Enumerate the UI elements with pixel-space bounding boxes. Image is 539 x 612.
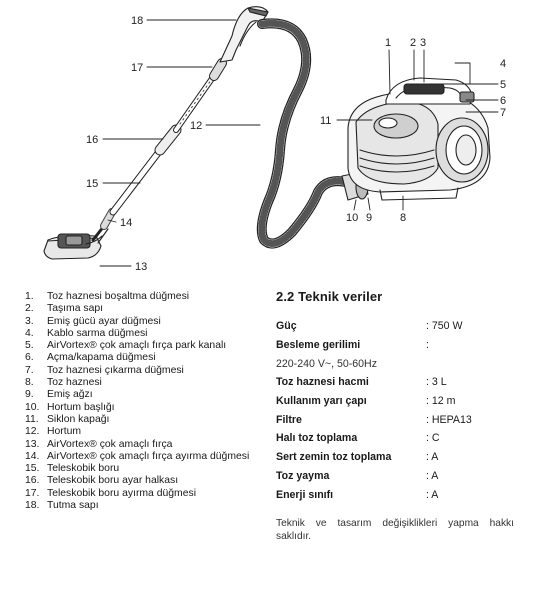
list-item: 11. Siklon kapağı: [25, 413, 110, 425]
callout-5: 5: [500, 79, 507, 91]
list-item: 5. AirVortex® çok amaçlı fırça park kanalı: [25, 340, 227, 352]
vacuum-body-drawing: [348, 78, 490, 200]
spec-row: Toz haznesi hacmi : 3 L: [276, 376, 447, 389]
vacuum-cleaner-diagram: [0, 0, 539, 285]
parts-list: [25, 291, 249, 512]
list-item: 3. Emiş gücü ayar düğmesi: [25, 315, 161, 327]
floor-brush-drawing: [44, 226, 108, 259]
callout-12: 12: [190, 120, 203, 132]
callout-11: 11: [320, 115, 332, 127]
callout-9: 9: [366, 212, 373, 224]
telescopic-tube-drawing: [104, 63, 222, 226]
list-item: 6. Açma/kapama düğmesi: [25, 352, 156, 364]
section-title: 2.2 Teknik veriler: [276, 289, 383, 304]
list-item: 14. AirVortex® çok amaçlı fırça ayırma düğmesi: [25, 450, 250, 462]
callout-18: 18: [131, 15, 144, 27]
list-item: 12. Hortum: [25, 426, 82, 438]
list-item: 10. Hortum başlığı: [25, 401, 115, 413]
spec-row: Enerji sınıfı : A: [276, 488, 439, 501]
callout-2: 2: [410, 37, 417, 49]
callout-17: 17: [131, 62, 144, 74]
disclaimer-note: Teknik ve tasarım değişiklikleri yapma hakkı saklıdır.: [276, 517, 514, 542]
callout-4: 4: [500, 58, 507, 70]
list-item: 2. Taşıma sapı: [25, 303, 104, 315]
callout-1: 1: [385, 37, 392, 49]
callout-7: 7: [500, 107, 507, 119]
callout-8: 8: [400, 212, 407, 224]
list-item: 1. Toz haznesi boşaltma düğmesi: [25, 291, 190, 302]
technical-specs: [276, 289, 514, 543]
list-item: 17. Teleskobik boru ayırma düğmesi: [25, 487, 196, 499]
spec-row: Toz yayma : A: [276, 469, 439, 482]
callout-15: 15: [86, 178, 99, 190]
spec-row: Halı toz toplama : C: [276, 432, 440, 445]
spec-row: Filtre : HEPA13: [276, 413, 472, 426]
spec-row: Güç : 750 W: [276, 320, 463, 333]
spec-row: Sert zemin toz toplama : A: [276, 451, 439, 464]
list-item: 16. Teleskobik boru ayar halkası: [25, 475, 179, 487]
list-item: 18. Tutma sapı: [25, 500, 99, 512]
list-item: 7. Toz haznesi çıkarma düğmesi: [25, 364, 184, 376]
callout-6: 6: [500, 95, 507, 107]
list-item: 13. AirVortex® çok amaçlı fırça: [25, 438, 173, 450]
callout-10: 10: [346, 212, 359, 224]
spec-row: Kullanım yarı çapı : 12 m: [276, 395, 456, 408]
list-item: 15. Teleskobik boru: [25, 463, 120, 475]
hose-drawing: [262, 23, 346, 243]
callout-14: 14: [120, 217, 133, 229]
list-item: 8. Toz haznesi: [25, 377, 102, 389]
callout-13: 13: [135, 261, 148, 273]
list-item: 4. Kablo sarma düğmesi: [25, 327, 148, 339]
callout-3: 3: [420, 37, 427, 49]
callout-16: 16: [86, 134, 99, 146]
handle-drawing: [220, 7, 268, 62]
spec-row: 220-240 V~, 50-60Hz: [276, 357, 378, 370]
list-item: 9. Emiş ağzı: [25, 389, 93, 401]
spec-row: Besleme gerilimi :: [276, 339, 429, 352]
